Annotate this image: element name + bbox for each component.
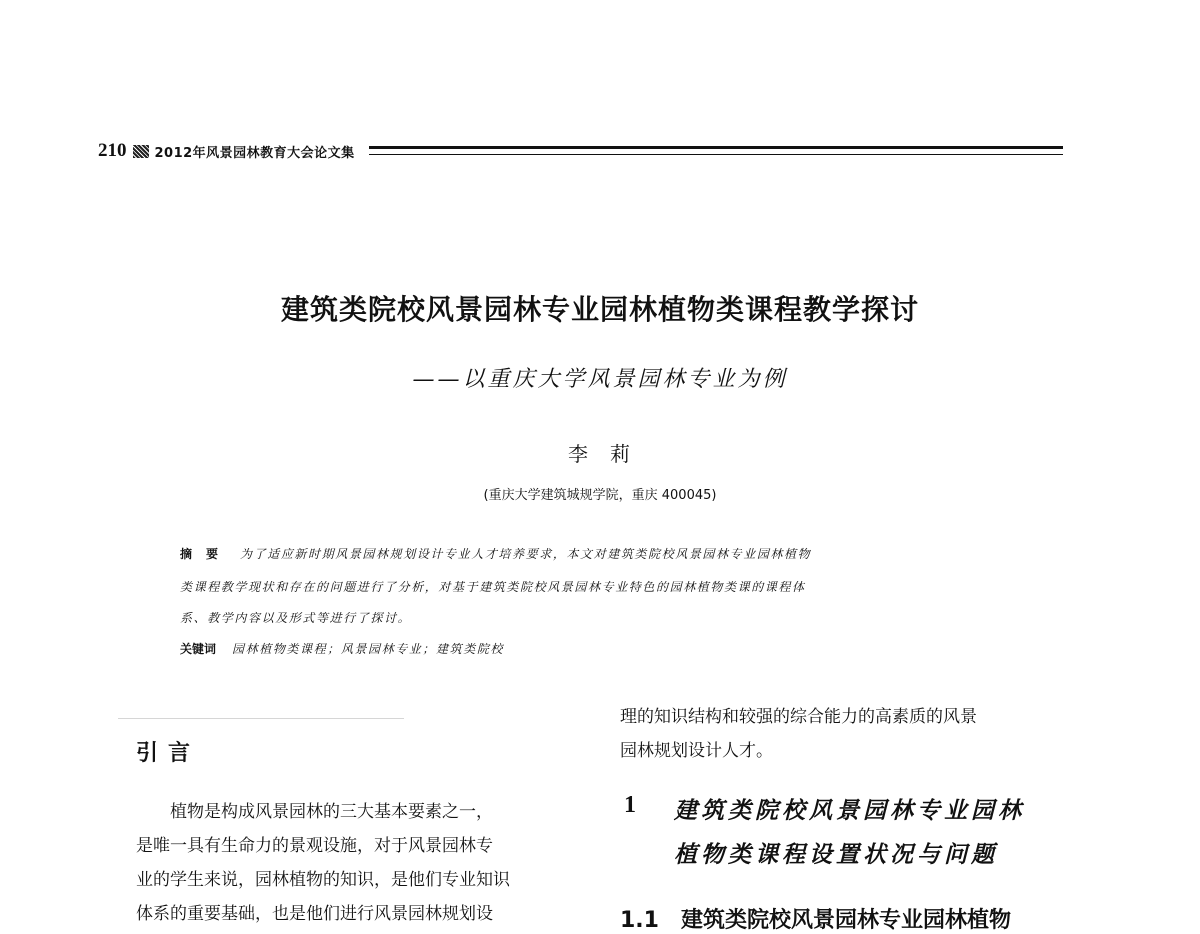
keywords-line — [180, 640, 1050, 657]
section-title-line-1: 建筑类院校风景园林专业园林 — [674, 797, 1025, 824]
left-body-line-1: 植物是构成风景园林的三大基本要素之一， — [170, 802, 493, 822]
divider — [118, 718, 404, 719]
section-number: 1 — [624, 792, 636, 818]
keywords-label: 关键词 — [180, 642, 217, 656]
author-affiliation: (重庆大学建筑城规学院，重庆 400045) — [483, 488, 717, 503]
subsection-heading: 1.1 建筑类院校风景园林专业园林植物 — [620, 908, 1011, 933]
abstract-text-line-2: 类课程教学现状和存在的问题进行了分析，对基于建筑类院校风景园林专业特色的园林植物类课的课程体 — [180, 580, 806, 594]
abstract-text-line-1: 为了适应新时期风景园林规划设计专业人才培养要求，本文对建筑类院校风景园林专业园林植物 — [240, 547, 812, 561]
abstract-line — [180, 545, 1050, 562]
right-body-line-1: 理的知识结构和较强的综合能力的高素质的风景 — [620, 707, 977, 727]
article-subtitle: ——以重庆大学风景园林专业为例 — [412, 367, 788, 392]
left-body-line-3: 业的学生来说，园林植物的知识，是他们专业知识 — [136, 870, 510, 890]
running-header — [98, 138, 1063, 164]
intro-heading: 引言 — [136, 740, 201, 766]
page-number: 210 — [98, 140, 127, 161]
abstract-text-line-3: 系、教学内容以及形式等进行了探讨。 — [180, 611, 412, 625]
section-title-line-2: 植物类课程设置状况与问题 — [674, 841, 998, 868]
left-body-line-4: 体系的重要基础，也是他们进行风景园林规划设 — [136, 904, 493, 924]
header-rule — [369, 146, 1063, 155]
left-body-line-2: 是唯一具有生命力的景观设施，对于风景园林专 — [136, 836, 493, 856]
journal-title: 2012年风景园林教育大会论文集 — [154, 145, 355, 161]
article-title: 建筑类院校风景园林专业园林植物类课程教学探讨 — [280, 293, 919, 326]
author-name: 李莉 — [568, 442, 652, 466]
keywords-text: 园林植物类课程；风景园林专业；建筑类院校 — [232, 642, 505, 656]
header-ornament-icon — [133, 145, 149, 158]
right-body-line-2: 园林规划设计人才。 — [620, 741, 773, 761]
abstract-label: 摘要 — [180, 547, 233, 561]
